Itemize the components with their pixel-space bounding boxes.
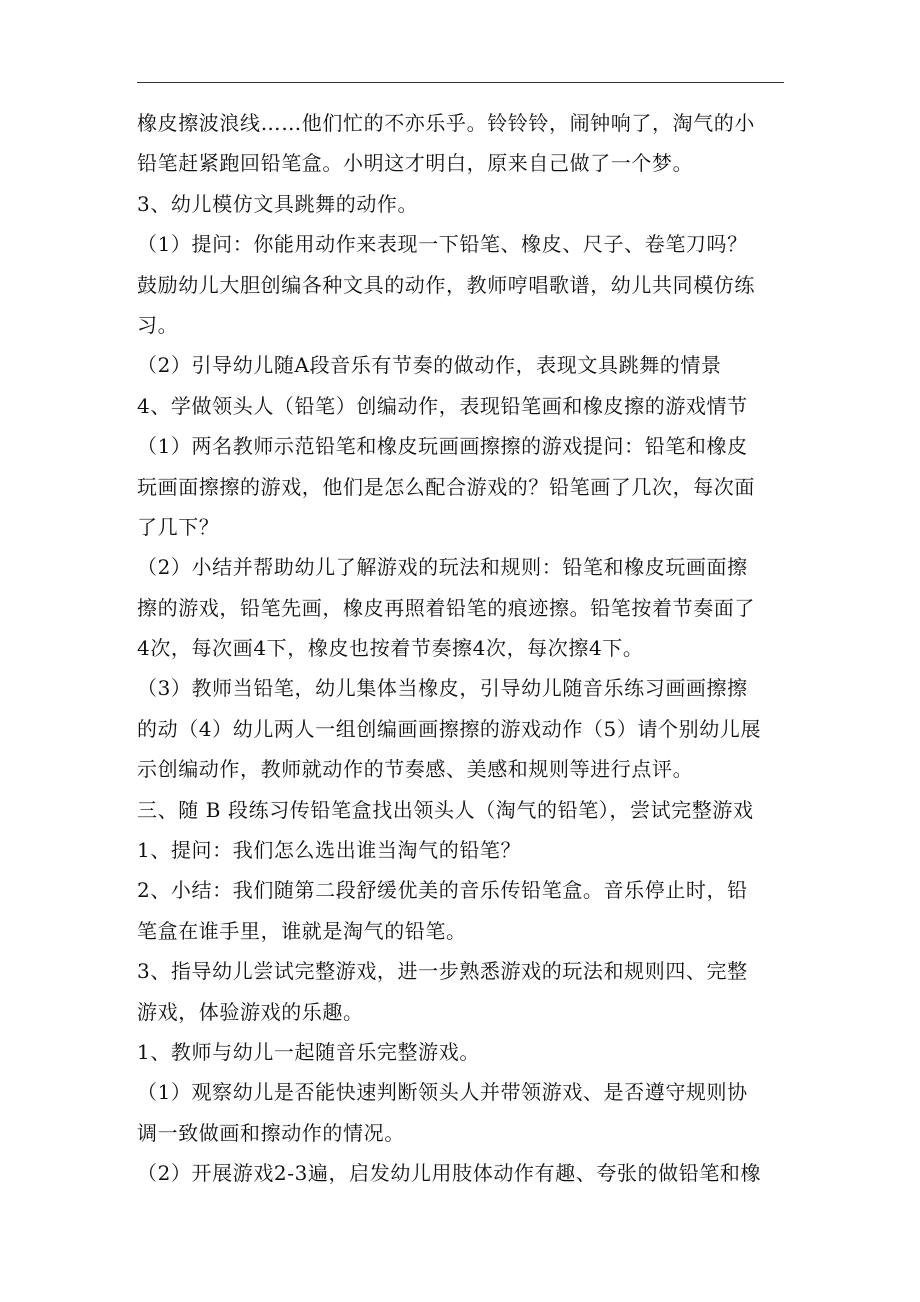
text-line: 了几下？ (137, 514, 220, 539)
text-line: 游戏，体验游戏的乐趣。 (137, 999, 364, 1024)
text-line: 的动（4）幼儿两人一组创编画画擦擦的游戏动作（5）请个别幼儿展 (137, 716, 762, 741)
text-line: 3、幼儿模仿文具跳舞的动作。 (137, 191, 419, 216)
text-line: （2）开展游戏2-3遍，启发幼儿用肢体动作有趣、夸张的做铅笔和橡 (137, 1161, 762, 1186)
text-line: 3、指导幼儿尝试完整游戏，进一步熟悉游戏的玩法和规则四、完整 (137, 959, 748, 984)
text-line: （1）提问：你能用动作来表现一下铅笔、橡皮、尺子、卷笔刀吗？ (137, 232, 748, 257)
text-line: 4、学做领头人（铅笔）创编动作，表现铅笔画和橡皮擦的游戏情节 (137, 393, 748, 418)
text-line: 鼓励幼儿大胆创编各种文具的动作，教师哼唱歌谱，幼儿共同模仿练 (137, 272, 755, 297)
text-line: （3）教师当铅笔，幼儿集体当橡皮，引导幼儿随音乐练习画画擦擦 (137, 676, 748, 701)
text-line: （1）观察幼儿是否能快速判断领头人并带领游戏、是否遵守规则协 (137, 1080, 748, 1105)
text-line: 1、提问：我们怎么选出谁当淘气的铅笔？ (137, 838, 522, 863)
text-line: 笔盒在谁手里，谁就是淘气的铅笔。 (137, 918, 467, 943)
text-line: 调一致做画和擦动作的情况。 (137, 1120, 405, 1145)
text-line: 4次，每次画4下，橡皮也按着节奏擦4次，每次擦4下。 (137, 636, 644, 661)
text-line: 橡皮擦波浪线……他们忙的不亦乐乎。铃铃铃，闹钟响了，淘气的小 (137, 111, 755, 135)
text-line: 玩画面擦擦的游戏，他们是怎么配合游戏的？铅笔画了几次，每次面 (137, 474, 755, 499)
text-line: 示创编动作，教师就动作的节奏感、美感和规则等进行点评。 (137, 757, 694, 782)
text-line: （2）小结并帮助幼儿了解游戏的玩法和规则：铅笔和橡皮玩画面擦 (137, 555, 748, 580)
text-line: 铅笔赶紧跑回铅笔盒。小明这才明白，原来自己做了一个梦。 (137, 151, 694, 176)
text-line: （2）引导幼儿随A段音乐有节奏的做动作，表现文具跳舞的情景 (137, 353, 722, 378)
text-line: 习。 (137, 312, 179, 337)
header-rule (137, 82, 784, 83)
text-line: 2、小结：我们随第二段舒缓优美的音乐传铅笔盒。音乐停止时，铅 (137, 878, 748, 903)
text-line: 三、随 B 段练习传铅笔盒找出领头人（淘气的铅笔），尝试完整游戏 (137, 797, 754, 822)
body-text (137, 103, 787, 1194)
text-line: （1）两名教师示范铅笔和橡皮玩画画擦擦的游戏提问：铅笔和橡皮 (137, 434, 748, 459)
text-line: 擦的游戏，铅笔先画，橡皮再照着铅笔的痕迹擦。铅笔按着节奏面了 (137, 595, 755, 620)
text-line: 1、教师与幼儿一起随音乐完整游戏。 (137, 1039, 480, 1064)
